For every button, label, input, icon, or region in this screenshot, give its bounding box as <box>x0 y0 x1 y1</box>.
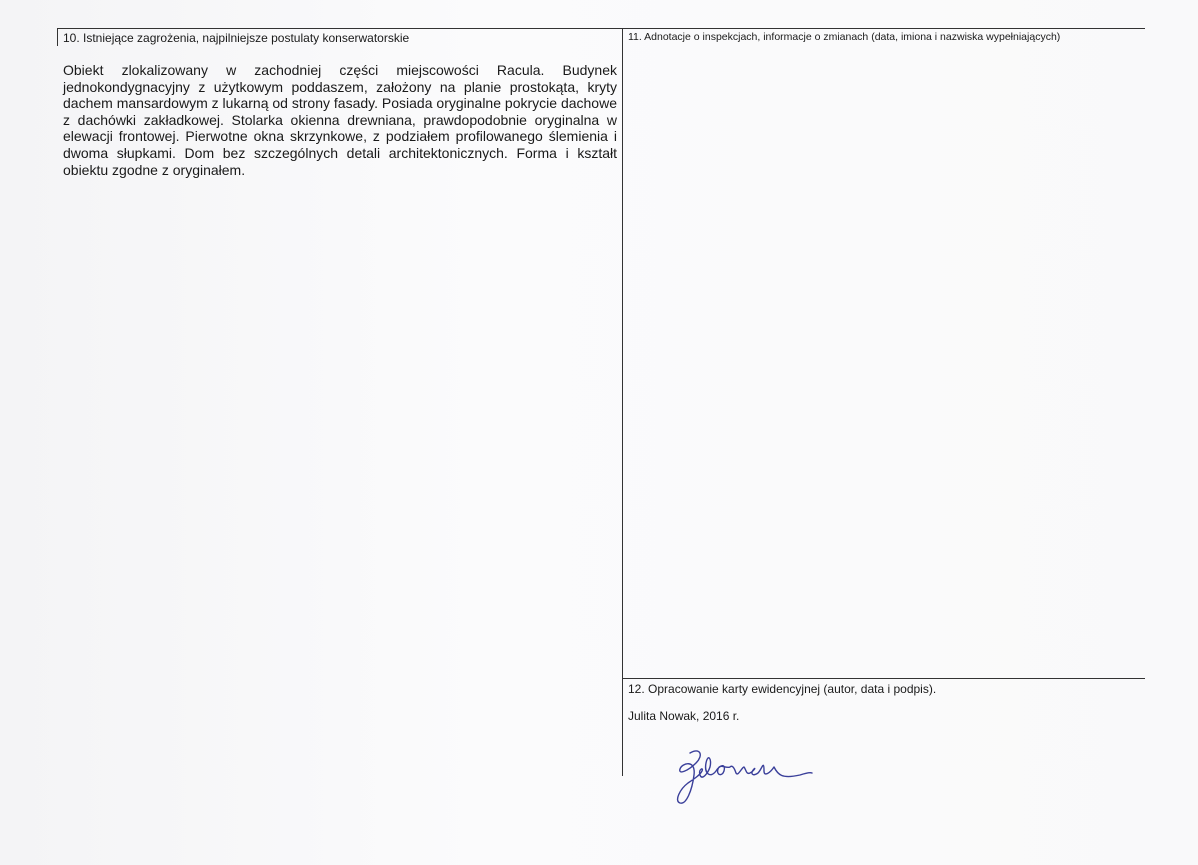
signature <box>670 745 820 810</box>
left-border <box>57 28 58 46</box>
top-border <box>57 28 1145 29</box>
column-divider <box>622 28 623 776</box>
section-12-border <box>622 678 1145 679</box>
section-11-heading: 11. Adnotacje o inspekcjach, informacje o zmianach (data, imiona i nazwiska wypełniających) <box>628 31 1061 43</box>
author-line: Julita Nowak, 2016 r. <box>628 709 740 723</box>
section-10-heading: 10. Istniejące zagrożenia, najpilniejsze postulaty konserwatorskie <box>63 31 410 45</box>
section-10-body: Obiekt zlokalizowany w zachodniej części miejscowości Racula. Budynek jednokondygnacyjny z użytkowym poddaszem, założony na planie prostokąta, kryty dachem mansardowym z lukarną od strony fasady. Posiada oryginalne pokrycie dachowe z dachówki zakładkowej. Stolarka okienna drewniana, prawdopodobnie oryginalna w elewacji frontowej. Pierwotne okna skrzynkowe, z podziałem profilowanego ślemienia i dwoma słupkami. Dom bez szczególnych detali architektonicznych. Forma i kształt obiektu zgodne z oryginałem. <box>63 62 617 178</box>
section-12-heading: 12. Opracowanie karty ewidencyjnej (autor, data i podpis). <box>628 682 937 696</box>
